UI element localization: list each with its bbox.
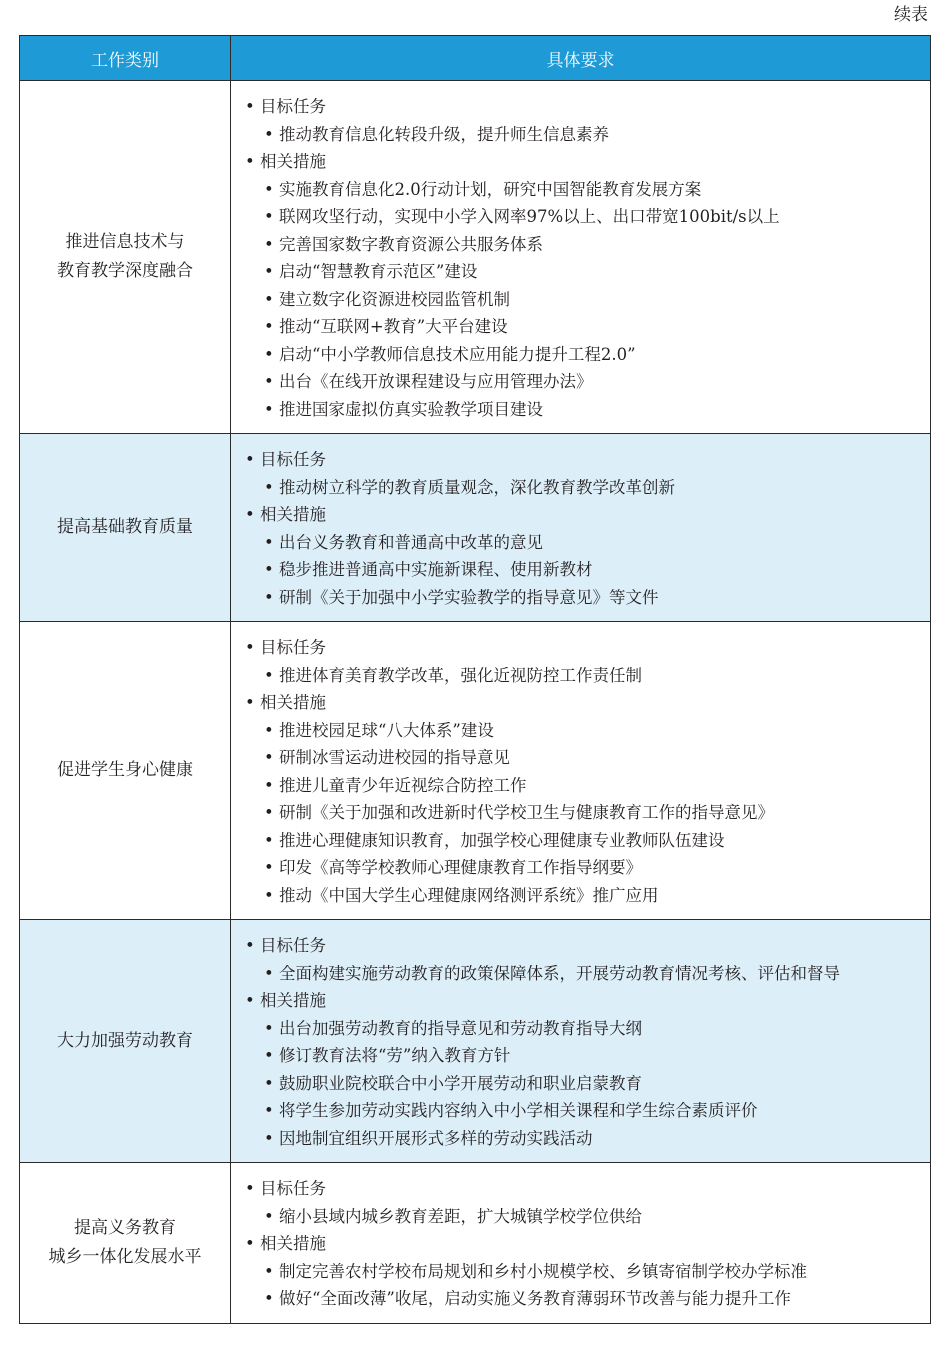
requirements-cell xyxy=(231,920,931,1163)
requirement-item: • 稳步推进普通高中实施新课程、使用新教材 xyxy=(264,560,593,579)
requirement-item: • 全面构建实施劳动教育的政策保障体系，开展劳动教育情况考核、评估和督导 xyxy=(264,963,840,983)
work-category-text: 提高义务教育 xyxy=(74,1217,176,1238)
requirement-item: • 鼓励职业院校联合中小学开展劳动和职业启蒙教育 xyxy=(264,1073,642,1093)
continued-label: 续表 xyxy=(894,5,928,25)
work-category-text: 教育教学深度融合 xyxy=(57,261,193,281)
section-heading-item: • 目标任务 xyxy=(245,936,326,955)
requirement-item: • 推进校园足球“八大体系”建设 xyxy=(264,720,494,740)
work-category-cell xyxy=(20,920,231,1163)
requirement-item: • 推进国家虚拟仿真实验教学项目建设 xyxy=(264,399,543,419)
work-category-text: 提高基础教育质量 xyxy=(57,517,193,537)
requirement-item: • 研制冰雪运动进校园的指导意见 xyxy=(264,748,510,767)
requirements-cell xyxy=(231,1163,931,1324)
requirement-item: • 推进体育美育教学改革，强化近视防控工作责任制 xyxy=(264,665,642,685)
requirements-table xyxy=(19,35,931,1324)
table-row xyxy=(20,81,931,434)
requirement-item: • 缩小县域内城乡教育差距，扩大城镇学校学位供给 xyxy=(264,1206,642,1226)
table-row xyxy=(20,434,931,622)
requirement-item: • 实施教育信息化2.0行动计划，研究中国智能教育发展方案 xyxy=(264,179,702,199)
work-category-cell xyxy=(20,81,231,434)
table-row xyxy=(20,1163,931,1324)
requirement-item: • 启动“智慧教育示范区”建设 xyxy=(264,262,478,281)
section-heading-item: • 目标任务 xyxy=(245,450,326,469)
requirement-item: • 建立数字化资源进校园监管机制 xyxy=(264,289,510,309)
requirements-cell xyxy=(231,81,931,434)
requirement-item: • 制定完善农村学校布局规划和乡村小规模学校、乡镇寄宿制学校办学标准 xyxy=(264,1261,807,1281)
requirement-item: • 印发《高等学校教师心理健康教育工作指导纲要》 xyxy=(264,858,642,877)
work-category-text: 促进学生身心健康 xyxy=(57,760,193,780)
section-heading-item: • 相关措施 xyxy=(245,991,326,1010)
section-heading-item: • 目标任务 xyxy=(245,1179,326,1198)
requirement-item: • 推动“互联网+教育”大平台建设 xyxy=(264,317,508,336)
requirements-cell xyxy=(231,622,931,920)
work-category-cell xyxy=(20,1163,231,1324)
table-header-row xyxy=(20,36,931,81)
requirement-item: • 推进儿童青少年近视综合防控工作 xyxy=(264,775,527,795)
table-row xyxy=(20,920,931,1163)
header-work-category: 工作类别 xyxy=(20,36,231,81)
requirement-item: • 出台《在线开放课程建设与应用管理办法》 xyxy=(264,372,593,391)
requirement-item: • 推动教育信息化转段升级，提升师生信息素养 xyxy=(264,124,609,144)
requirement-item: • 修订教育法将“劳”纳入教育方针 xyxy=(264,1046,511,1065)
requirement-item: • 出台加强劳动教育的指导意见和劳动教育指导大纲 xyxy=(264,1018,642,1038)
work-category-text: 大力加强劳动教育 xyxy=(57,1030,193,1051)
section-heading-item: • 相关措施 xyxy=(245,505,326,524)
section-heading-item: • 相关措施 xyxy=(245,693,326,712)
requirement-item: • 启动“中小学教师信息技术应用能力提升工程2.0” xyxy=(264,344,636,364)
requirement-item: • 联网攻坚行动，实现中小学入网率97%以上、出口带宽100bit/s以上 xyxy=(264,207,780,226)
section-heading-item: • 目标任务 xyxy=(245,638,326,657)
requirement-item: • 研制《关于加强和改进新时代学校卫生与健康教育工作的指导意见》 xyxy=(264,803,774,822)
requirement-item: • 完善国家数字教育资源公共服务体系 xyxy=(264,234,543,254)
work-category-cell xyxy=(20,622,231,920)
requirement-item: • 推进心理健康知识教育，加强学校心理健康专业教师队伍建设 xyxy=(264,830,725,850)
work-category-text: 推进信息技术与 xyxy=(65,232,185,252)
table-row xyxy=(20,622,931,920)
section-heading-item: • 目标任务 xyxy=(245,97,326,116)
requirement-item: • 将学生参加劳动实践内容纳入中小学相关课程和学生综合素质评价 xyxy=(264,1101,758,1120)
requirement-item: • 推动树立科学的教育质量观念，深化教育教学改革创新 xyxy=(264,477,675,497)
header-specific-requirements: 具体要求 xyxy=(231,36,931,81)
requirement-item: • 推动《中国大学生心理健康网络测评系统》推广应用 xyxy=(264,885,659,905)
requirement-item: • 出台义务教育和普通高中改革的意见 xyxy=(264,532,543,552)
section-heading-item: • 相关措施 xyxy=(245,152,326,171)
work-category-cell xyxy=(20,434,231,622)
requirement-item: • 因地制宜组织开展形式多样的劳动实践活动 xyxy=(264,1128,593,1148)
work-category-text: 城乡一体化发展水平 xyxy=(48,1246,202,1267)
requirement-item: • 做好“全面改薄”收尾，启动实施义务教育薄弱环节改善与能力提升工作 xyxy=(264,1289,791,1308)
requirements-cell xyxy=(231,434,931,622)
section-heading-item: • 相关措施 xyxy=(245,1234,326,1253)
table-body xyxy=(20,81,931,1324)
requirement-item: • 研制《关于加强中小学实验教学的指导意见》等文件 xyxy=(264,587,659,607)
